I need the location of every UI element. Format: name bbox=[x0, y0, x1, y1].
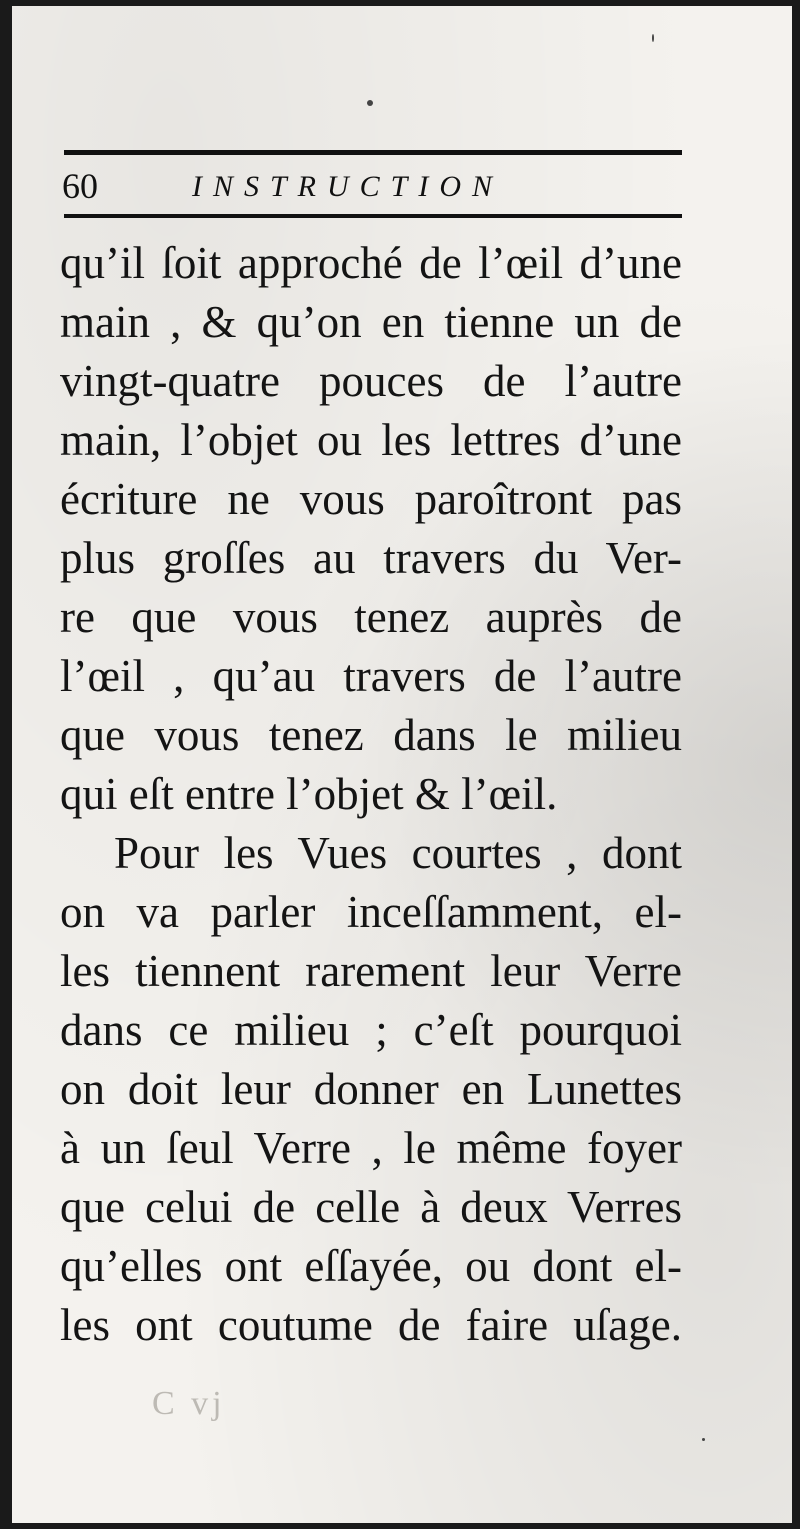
body-text bbox=[60, 234, 682, 1355]
text-line: les tiennent rarement leur Verre bbox=[60, 946, 682, 996]
text-line: écriture ne vous paroîtront pas bbox=[60, 474, 682, 524]
paper-speck bbox=[367, 100, 373, 106]
text-line: l’œil , qu’au travers de l’autre bbox=[60, 651, 682, 701]
paragraph-end-line: qui eſt entre l’objet & l’œil. bbox=[60, 769, 558, 819]
book-page bbox=[12, 6, 792, 1523]
text-line: plus groſſes au travers du Ver- bbox=[60, 533, 682, 583]
paper-speck bbox=[652, 34, 654, 42]
text-line: main , & qu’on en tienne un de bbox=[60, 297, 682, 347]
page-number: 60 bbox=[62, 166, 98, 206]
signature-mark: C vj bbox=[152, 1385, 226, 1422]
text-line: re que vous tenez auprès de bbox=[60, 592, 682, 642]
running-title: INSTRUCTION bbox=[192, 170, 504, 203]
text-line: les ont coutume de faire uſage. bbox=[60, 1300, 682, 1350]
text-line: main, l’objet ou les lettres d’une bbox=[60, 415, 682, 465]
text-line: vingt-quatre pouces de l’autre bbox=[60, 356, 682, 406]
text-line: on doit leur donner en Lunettes bbox=[60, 1064, 682, 1114]
text-line: à un ſeul Verre , le même foyer bbox=[60, 1123, 682, 1173]
text-line: que vous tenez dans le milieu bbox=[60, 710, 682, 760]
header-rule-top bbox=[64, 150, 682, 155]
text-line: qu’il ſoit approché de l’œil d’une bbox=[60, 238, 682, 288]
header-rule-bottom bbox=[64, 214, 682, 218]
paragraph-start-line: Pour les Vues courtes , dont bbox=[114, 828, 682, 878]
text-line: dans ce milieu ; c’eſt pourquoi bbox=[60, 1005, 682, 1055]
text-line: qu’elles ont eſſayée, ou dont el- bbox=[60, 1241, 682, 1291]
paper-speck bbox=[702, 1438, 705, 1441]
text-line: on va parler inceſſamment, el- bbox=[60, 887, 682, 937]
text-line: que celui de celle à deux Verres bbox=[60, 1182, 682, 1232]
running-head bbox=[62, 164, 682, 208]
